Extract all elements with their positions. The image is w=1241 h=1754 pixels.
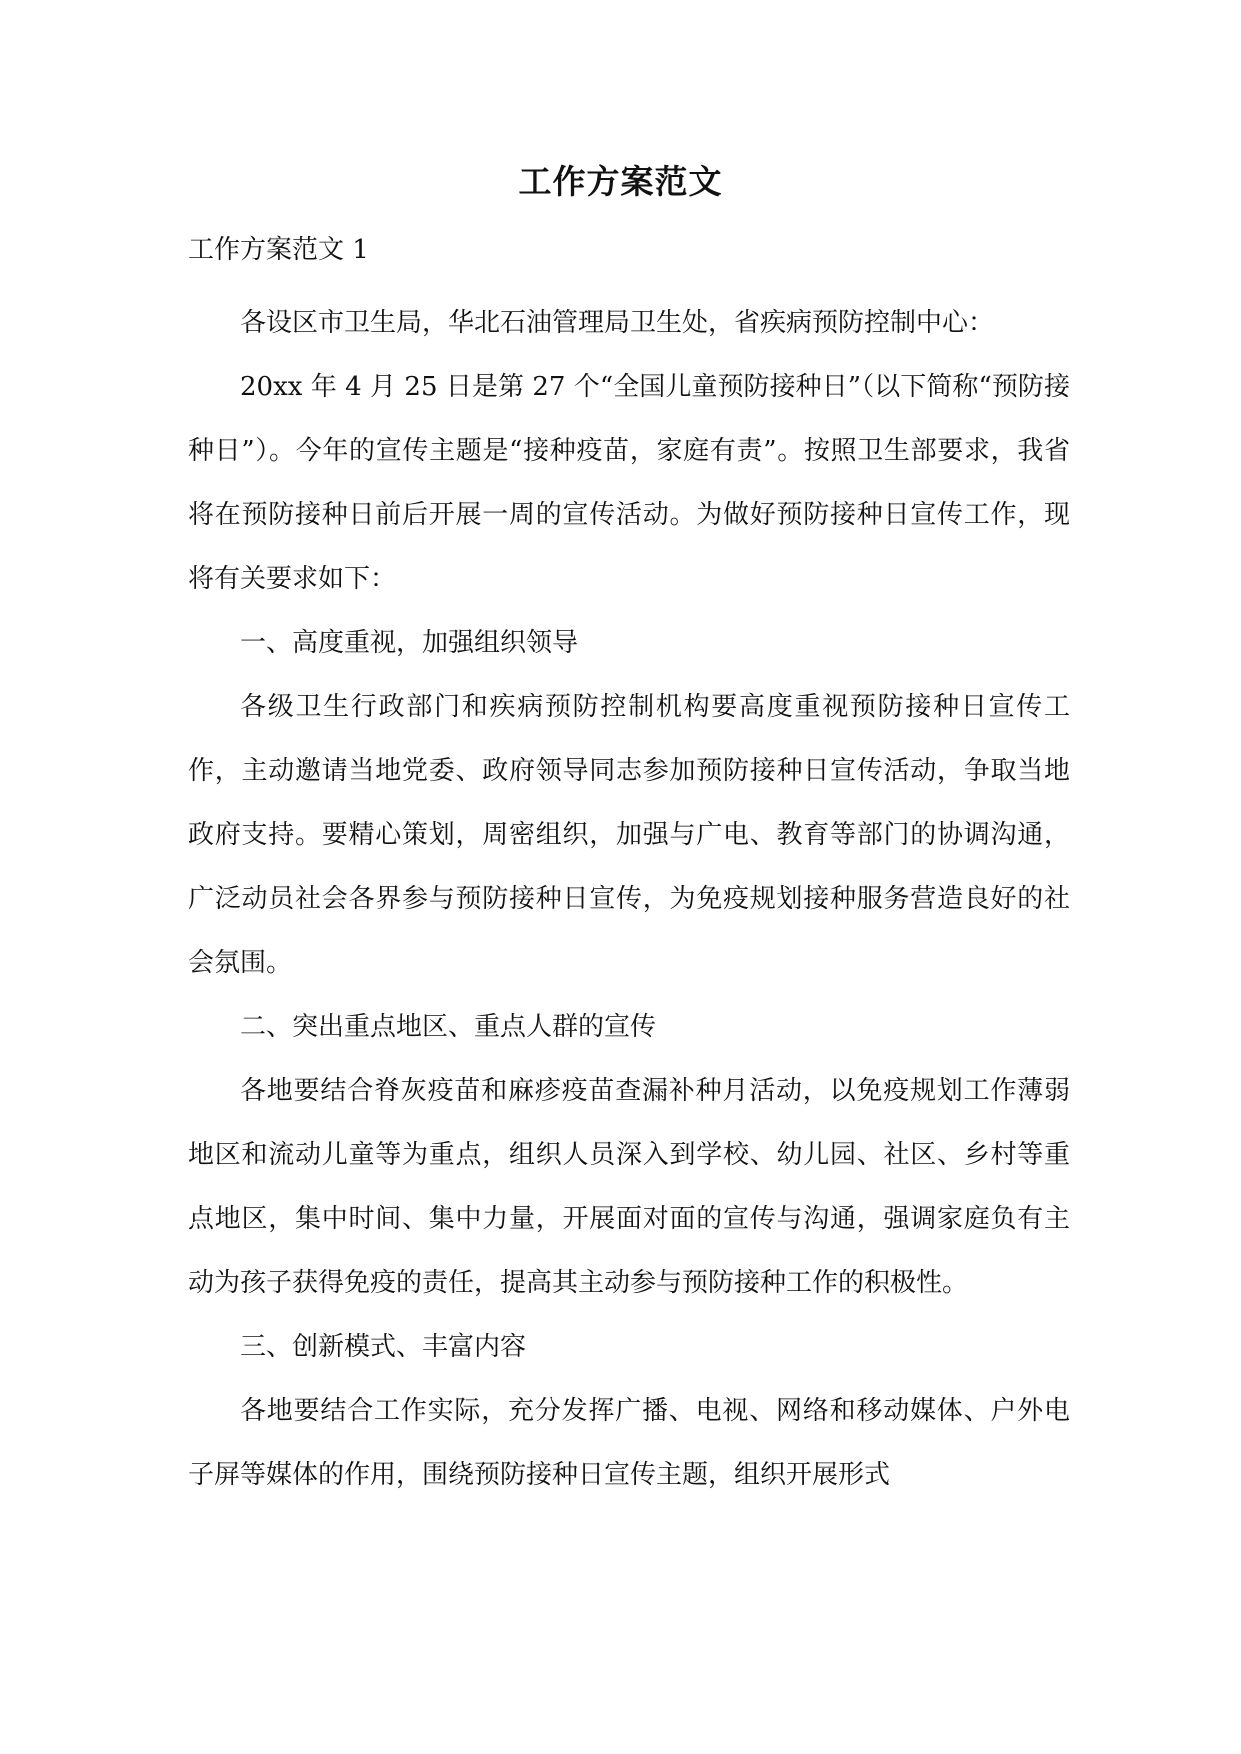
- document-subtitle: 工作方案范文 1: [188, 235, 369, 265]
- document-title: 工作方案范文: [518, 162, 723, 201]
- paragraph-section-2: 各地要结合脊灰疫苗和麻疹疫苗查漏补种月活动，以免疫规划工作薄弱地区和流动儿童等为重点，组织人员深入到学校、幼儿园、社区、乡村等重点地区，集中时间、集中力量，开展面对面的宣传与沟通，强调家庭负有主动为孩子获得免疫的责任，提高其主动参与预防接种工作的积极性。: [188, 1076, 1070, 1298]
- section-heading-3: 三、创新模式、丰富内容: [240, 1332, 527, 1362]
- section-heading-1: 一、高度重视，加强组织领导: [240, 628, 579, 658]
- paragraph-addressee: 各设区市卫生局，华北石油管理局卫生处，省疾病预防控制中心：: [240, 308, 995, 338]
- document-body: [188, 291, 1070, 1507]
- section-heading-2: 二、突出重点地区、重点人群的宣传: [240, 1012, 657, 1042]
- paragraph-intro: 20xx 年 4 月 25 日是第 27 个“全国儿童预防接种日”（以下简称“预防接种日”）。今年的宣传主题是“接种疫苗，家庭有责”。按照卫生部要求，我省将在预防接种日前后开展一周的宣传活动。为做好预防接种日宣传工作，现将有关要求如下：: [188, 372, 1070, 594]
- paragraph-section-3: 各地要结合工作实际，充分发挥广播、电视、网络和移动媒体、户外电子屏等媒体的作用，围绕预防接种日宣传主题，组织开展形式: [188, 1396, 1070, 1490]
- paragraph-section-1: 各级卫生行政部门和疾病预防控制机构要高度重视预防接种日宣传工作，主动邀请当地党委、政府领导同志参加预防接种日宣传活动，争取当地政府支持。要精心策划，周密组织，加强与广电、教育等部门的协调沟通，广泛动员社会各界参与预防接种日宣传，为免疫规划接种服务营造良好的社会氛围。: [188, 692, 1070, 978]
